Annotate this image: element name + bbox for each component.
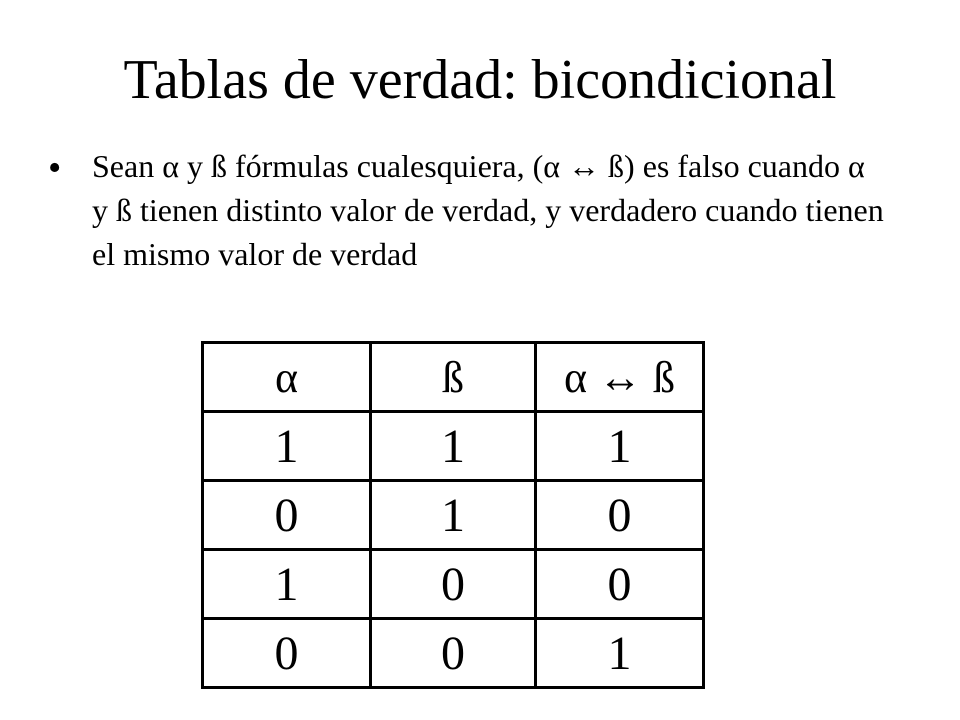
table-cell: 0 — [536, 550, 704, 619]
table-cell: 0 — [203, 481, 371, 550]
table-cell: 1 — [371, 412, 536, 481]
table-cell: 1 — [536, 412, 704, 481]
table-cell: 1 — [536, 619, 704, 688]
table-row — [203, 481, 704, 550]
table-cell: 0 — [371, 619, 536, 688]
table-cell: 1 — [203, 412, 371, 481]
table-row — [203, 412, 704, 481]
table-cell: 0 — [371, 550, 536, 619]
table-row — [203, 619, 704, 688]
table-cell: 0 — [203, 619, 371, 688]
header-biconditional: α ↔ ß — [536, 343, 704, 412]
table-row — [203, 550, 704, 619]
table-header-row — [203, 343, 704, 412]
bullet-icon: • — [48, 147, 62, 189]
slide-title: Tablas de verdad: bicondicional — [123, 49, 837, 111]
truth-table — [201, 341, 705, 689]
bullet-item — [48, 144, 888, 276]
header-alpha: α — [203, 343, 371, 412]
bullet-text: Sean α y ß fórmulas cualesquiera, (α ↔ ß) es falso cuando α y ß tienen distinto valor de verdad, y verdadero cuando tienen el mismo valor de verdad — [92, 148, 884, 272]
table-cell: 0 — [536, 481, 704, 550]
table-cell: 1 — [203, 550, 371, 619]
header-beta: ß — [371, 343, 536, 412]
table-cell: 1 — [371, 481, 536, 550]
